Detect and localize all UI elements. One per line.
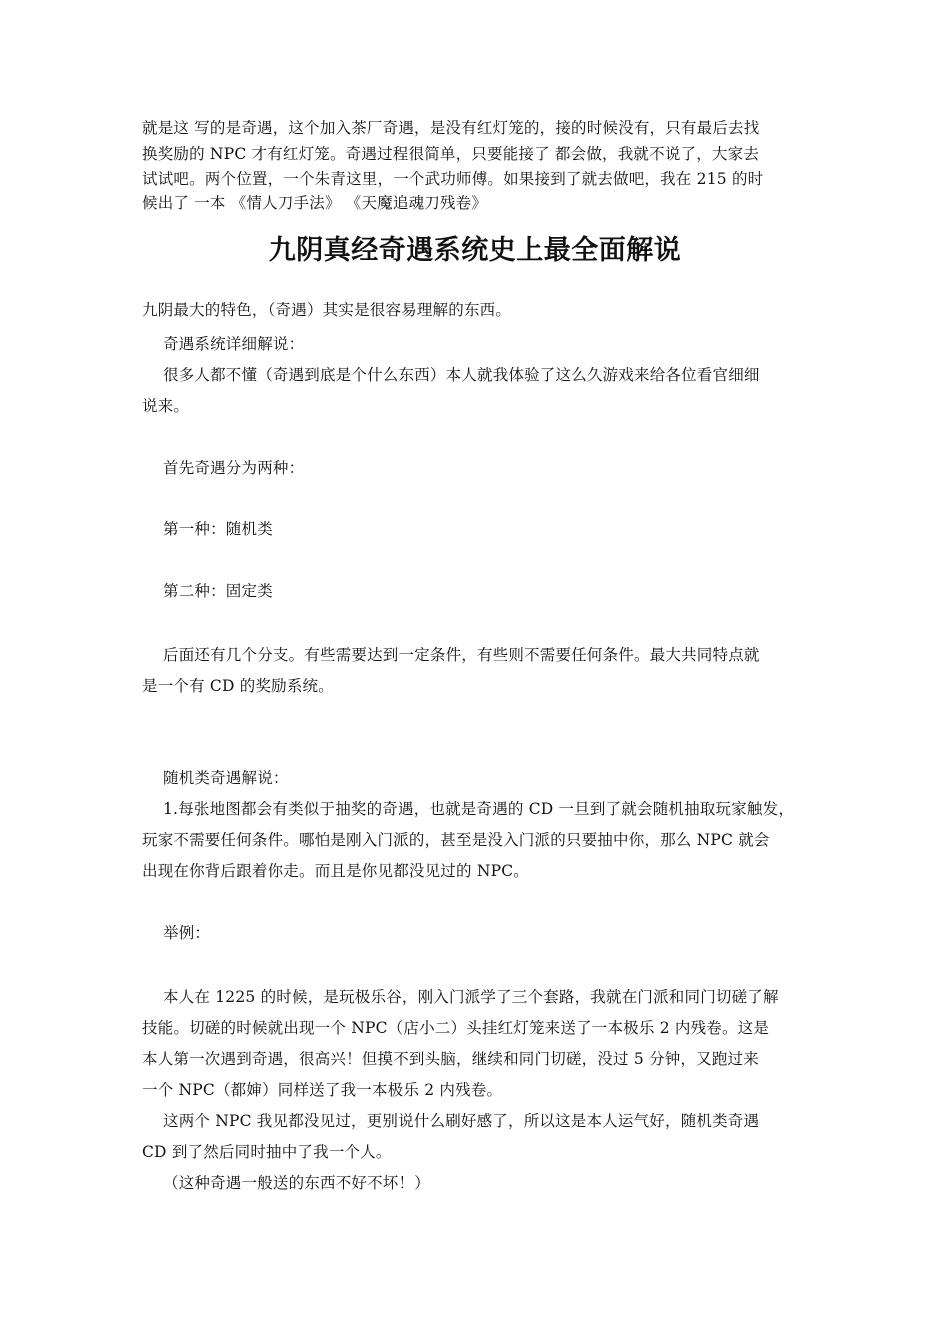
body-line: （这种奇遇一般送的东西不好不坏！） [163, 1174, 430, 1192]
intro-line: 试试吧。两个位置，一个朱青这里，一个武功师傅。如果接到了就去做吧，我在 215 的时 [142, 170, 764, 188]
body-line: 是一个有 CD 的奖励系统。 [142, 677, 334, 695]
body-line: 举例： [163, 924, 211, 942]
body-line: 随机类奇遇解说： [163, 769, 289, 787]
body-line: 出现在你背后跟着你走。而且是你见都没见过的 NPC。 [142, 862, 529, 880]
body-line: 很多人都不懂（奇遇到底是个什么东西）本人就我体验了这么久游戏来给各位看官细细 [163, 366, 760, 384]
body-line: CD 到了然后同时抽中了我一个人。 [142, 1143, 392, 1161]
body-line: 本人第一次遇到奇遇，很高兴！但摸不到头脑，继续和同门切磋，没过 5 分钟，又跑过来 [142, 1050, 759, 1068]
body-line: 本人在 1225 的时候，是玩极乐谷，刚入门派学了三个套路，我就在门派和同门切磋了解 [163, 988, 779, 1006]
body-line: 这两个 NPC 我见都没见过，更别说什么刷好感了，所以这是本人运气好，随机类奇遇 [163, 1112, 760, 1130]
body-line: 说来。 [142, 397, 190, 415]
document-title: 九阴真经奇遇系统史上最全面解说 [268, 235, 682, 266]
body-line: 后面还有几个分支。有些需要达到一定条件，有些则不需要任何条件。最大共同特点就 [163, 646, 760, 664]
body-line: 技能。切磋的时候就出现一个 NPC（店小二）头挂红灯笼来送了一本极乐 2 内残卷。这是 [142, 1019, 770, 1037]
body-line: 首先奇遇分为两种： [163, 459, 305, 477]
intro-line: 候出了 一本 《情人刀手法》 《天魔追魂刀残卷》 [142, 194, 488, 212]
body-line: 九阴最大的特色，（奇遇）其实是很容易理解的东西。 [142, 301, 512, 319]
body-line: 玩家不需要任何条件。哪怕是刚入门派的，甚至是没入门派的只要抽中你，那么 NPC 就会 [142, 831, 770, 849]
body-line: 奇遇系统详细解说： [163, 335, 305, 353]
intro-line: 就是这 写的是奇遇，这个加入茶厂奇遇，是没有红灯笼的，接的时候没有，只有最后去找 [142, 119, 760, 137]
intro-line: 换奖励的 NPC 才有红灯笼。奇遇过程很简单，只要能接了 都会做，我就不说了，大家去 [142, 145, 760, 163]
body-line: 第一种：随机类 [163, 520, 273, 538]
body-line: 1.每张地图都会有类似于抽奖的奇遇，也就是奇遇的 CD 一旦到了就会随机抽取玩家触发， [163, 800, 795, 818]
body-line: 一个 NPC（都婶）同样送了我一本极乐 2 内残卷。 [142, 1081, 503, 1099]
body-line: 第二种：固定类 [163, 582, 273, 600]
